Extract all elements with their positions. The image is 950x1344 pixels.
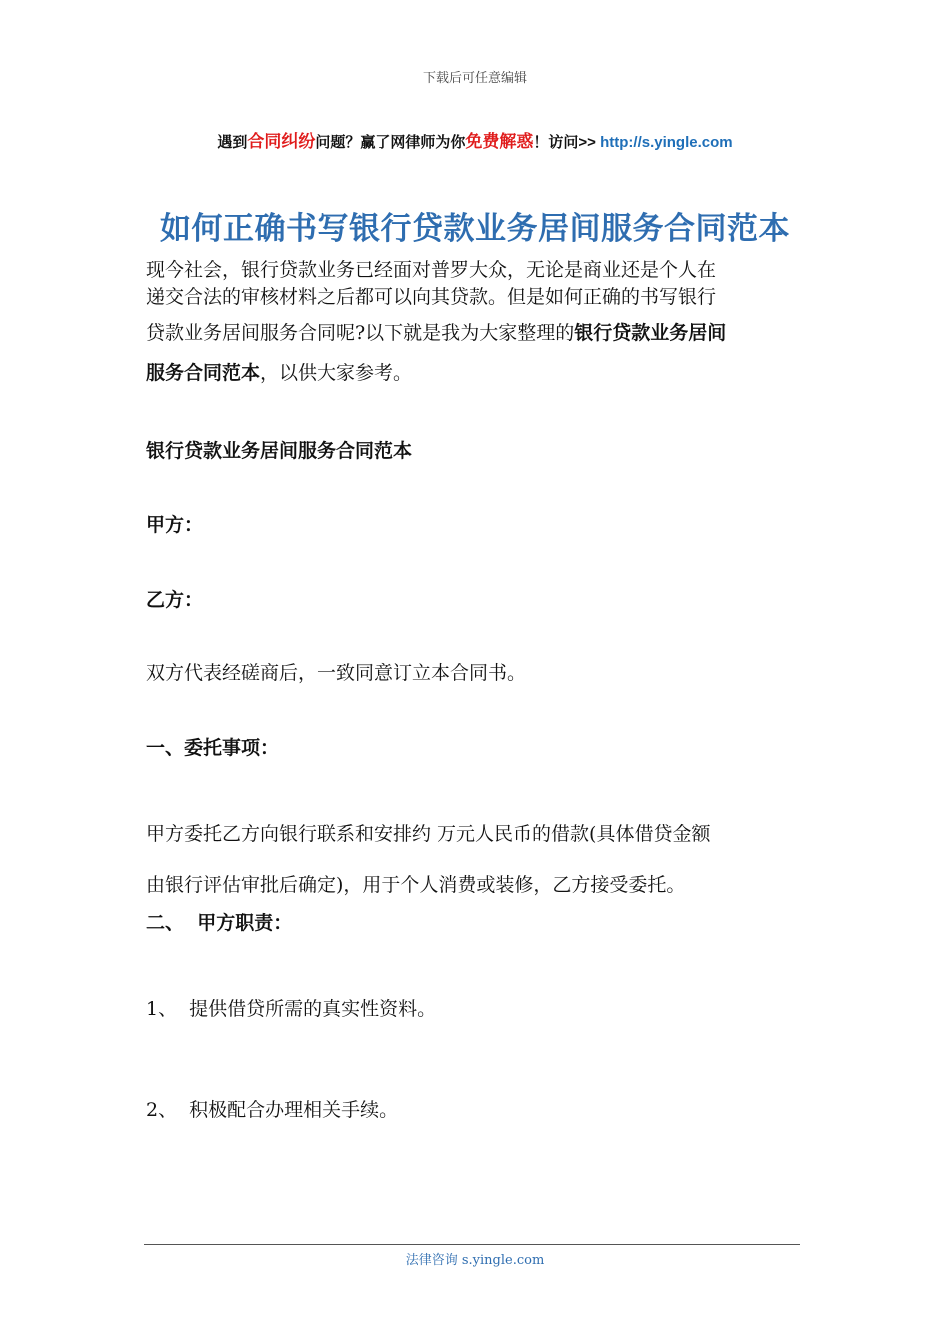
section-1-line-1: 甲方委托乙方向银行联系和安排约 万元人民币的借款(具体借贷金额 [146, 823, 711, 845]
intro-line-3-text: 贷款业务居间服务合同呢?以下就是我为大家整理的 [146, 322, 575, 344]
ad-text-3: ！访问>> [533, 134, 601, 151]
agreement-text: 双方代表经磋商后，一致同意订立本合同书。 [146, 662, 527, 684]
contract-heading: 银行贷款业务居间服务合同范本 [146, 440, 413, 462]
intro-line-4-text: ，以供大家参考。 [260, 362, 413, 384]
intro-line-2: 递交合法的审核材料之后都可以向其贷款。但是如何正确的书写银行 [146, 286, 717, 308]
ad-link[interactable]: http://s.yingle.com [600, 134, 733, 151]
header-note: 下载后可任意编辑 [422, 71, 527, 86]
section-1-line-2: 由银行评估审批后确定)，用于个人消费或装修，乙方接受委托。 [146, 874, 686, 896]
intro-line-4 [146, 362, 412, 385]
section-2-heading: 二、 甲方职责： [146, 912, 293, 934]
footer-divider [144, 1244, 800, 1245]
intro-line-3-bold: 银行贷款业务居间 [574, 322, 727, 344]
ad-highlight-free: 免费解惑 [465, 132, 534, 151]
ad-text-2: 问题？赢了网律师为你 [315, 134, 466, 151]
section-1-heading: 一、委托事项： [146, 737, 280, 759]
ad-highlight-contract-dispute: 合同纠纷 [247, 132, 316, 151]
ad-text-1: 遇到 [217, 134, 248, 151]
ad-banner[interactable] [0, 127, 950, 152]
footer-link[interactable]: 法律咨询 s.yingle.com [405, 1253, 545, 1268]
party-b-label: 乙方： [146, 589, 204, 611]
intro-line-4-bold: 服务合同范本 [146, 362, 261, 384]
intro-line-1: 现今社会，银行贷款业务已经面对普罗大众，无论是商业还是个人在 [146, 259, 717, 281]
document-title: 如何正确书写银行贷款业务居间服务合同范本 [160, 211, 790, 247]
duty-item-1: 1、 提供借贷所需的真实性资料。 [146, 998, 437, 1020]
party-a-label: 甲方： [146, 514, 204, 536]
duty-item-2: 2、 积极配合办理相关手续。 [146, 1099, 399, 1121]
intro-line-3 [146, 322, 726, 345]
